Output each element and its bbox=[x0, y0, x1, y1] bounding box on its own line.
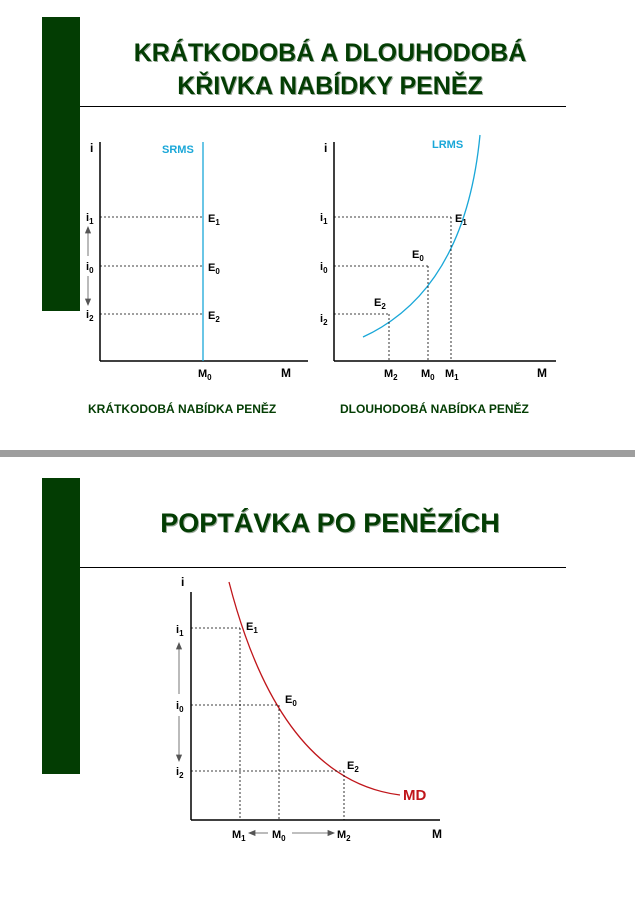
left-y-axis-label: i bbox=[90, 141, 94, 155]
left-point-e0: $E_0$ bbox=[208, 262, 220, 276]
md-y-axis-label: i bbox=[181, 575, 185, 589]
right-lrms-label: LRMS bbox=[432, 139, 464, 151]
left-chart-caption: KRÁTKODOBÁ NABÍDKA PENĚZ bbox=[88, 402, 277, 416]
right-tick-m2: $M_2$ bbox=[384, 368, 398, 382]
left-srms-label: SRMS bbox=[162, 144, 194, 156]
md-tick-m2: $M_2$ bbox=[337, 829, 351, 843]
slide1-title-line2: KŘIVKA NABÍDKY PENĚZ bbox=[177, 72, 483, 100]
left-tick-m0: $M_0$ bbox=[198, 368, 212, 382]
left-point-e1: $E_1$ bbox=[208, 213, 220, 227]
left-point-e2: $E_2$ bbox=[208, 310, 220, 324]
right-tick-i2: $i_2$ bbox=[320, 313, 328, 327]
slide2-title-rule bbox=[80, 567, 566, 568]
md-curve bbox=[229, 582, 400, 795]
right-y-axis-label: i bbox=[324, 141, 328, 155]
right-x-axis-label: M bbox=[537, 366, 547, 380]
md-chart bbox=[176, 575, 442, 843]
md-up-arrow bbox=[177, 643, 182, 694]
md-point-e2: $E_2$ bbox=[347, 760, 359, 774]
md-curve-label: MD bbox=[403, 787, 427, 804]
left-up-arrow bbox=[86, 227, 91, 256]
slide2-title: POPTÁVKA PO PENĚZÍCH bbox=[160, 508, 500, 538]
right-chart-caption: DLOUHODOBÁ NABÍDKA PENĚZ bbox=[340, 402, 529, 416]
left-tick-i2: $i_2$ bbox=[86, 309, 94, 323]
md-tick-i0: $i_0$ bbox=[176, 700, 184, 714]
right-tick-m0: $M_0$ bbox=[421, 368, 435, 382]
left-x-axis-label: M bbox=[281, 366, 291, 380]
md-left-arrow bbox=[249, 831, 268, 836]
right-chart bbox=[320, 135, 556, 382]
left-chart bbox=[86, 141, 309, 382]
slide-separator bbox=[0, 450, 635, 457]
left-down-arrow bbox=[86, 276, 91, 305]
md-tick-i1: $i_1$ bbox=[176, 624, 184, 638]
right-tick-i1: $i_1$ bbox=[320, 212, 328, 226]
right-tick-m1: $M_1$ bbox=[445, 368, 459, 382]
md-right-arrow bbox=[292, 831, 334, 836]
slide1-title-line1: KRÁTKODOBÁ A DLOUHODOBÁ bbox=[133, 39, 527, 67]
md-point-e0: $E_0$ bbox=[285, 694, 297, 708]
left-tick-i0: $i_0$ bbox=[86, 261, 94, 275]
left-tick-i1: $i_1$ bbox=[86, 212, 94, 226]
md-down-arrow bbox=[177, 716, 182, 761]
right-tick-i0: $i_0$ bbox=[320, 261, 328, 275]
right-point-e2: $E_2$ bbox=[374, 297, 386, 311]
md-tick-i2: $i_2$ bbox=[176, 766, 184, 780]
right-point-e0: $E_0$ bbox=[412, 249, 424, 263]
md-tick-m1: $M_1$ bbox=[232, 829, 246, 843]
right-point-e1: $E_1$ bbox=[455, 213, 467, 227]
md-tick-m0: $M_0$ bbox=[272, 829, 286, 843]
slide2-accent-bar bbox=[42, 478, 80, 774]
md-x-axis-label: M bbox=[432, 827, 442, 841]
md-point-e1: $E_1$ bbox=[246, 621, 258, 635]
